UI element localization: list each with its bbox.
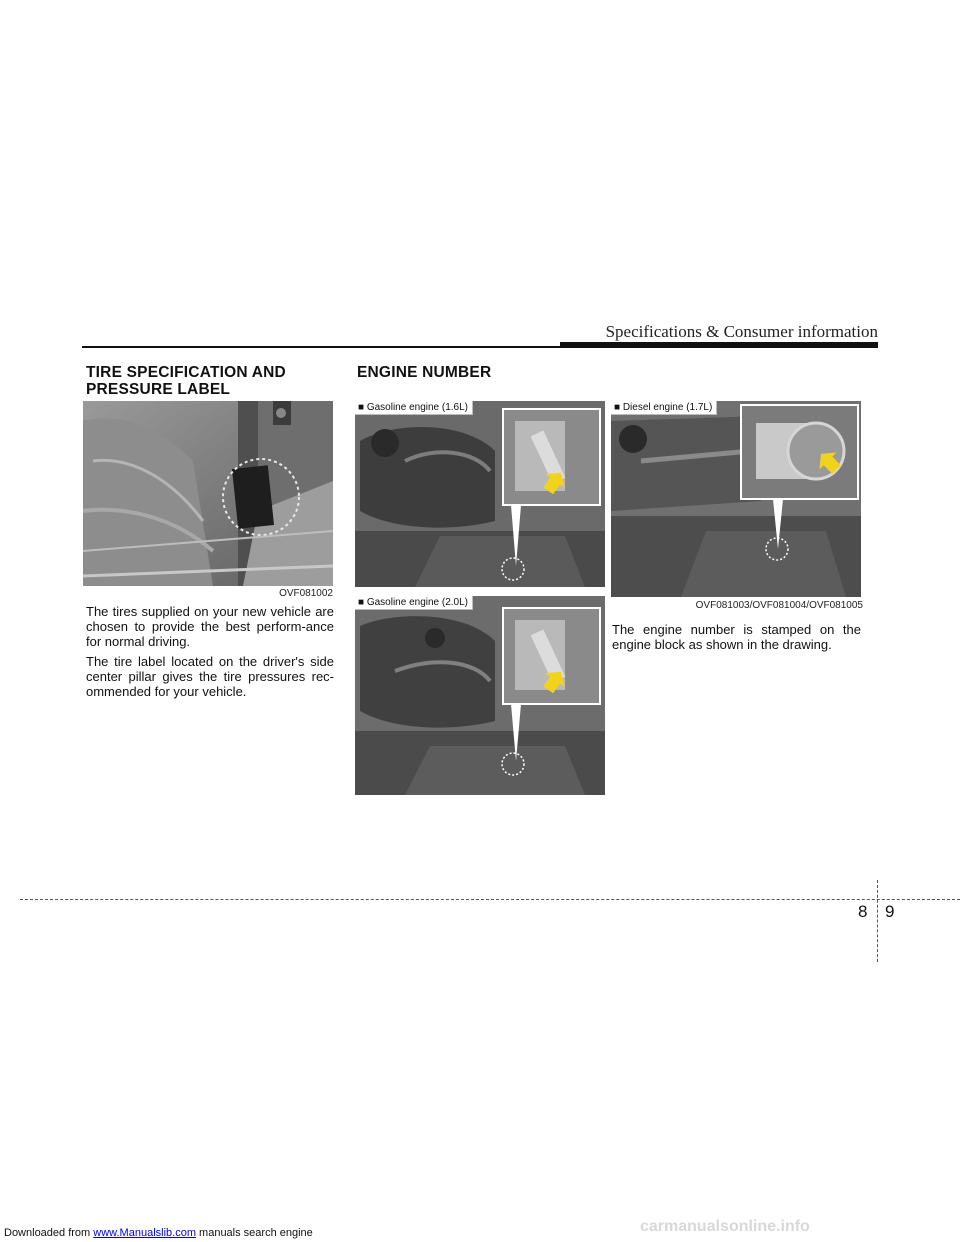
door-pillar-illustration xyxy=(83,401,333,586)
diesel-17-engine-illustration xyxy=(611,401,861,597)
chapter-header-title: Specifications & Consumer information xyxy=(605,322,878,341)
header-band xyxy=(560,342,878,348)
gasoline-20-engine-photo xyxy=(355,596,605,795)
tire-section-title xyxy=(86,364,286,398)
diesel-17-engine-photo xyxy=(611,401,861,597)
watermark: carmanualsonline.info xyxy=(640,1218,810,1235)
chapter-number: 8 xyxy=(858,902,868,921)
diesel-17-label: ■ Diesel engine (1.7L) xyxy=(611,401,717,415)
tire-image-code: OVF081002 xyxy=(279,588,333,599)
gasoline-16-engine-illustration xyxy=(355,401,605,587)
engine-body-text xyxy=(612,622,861,657)
tire-body-text xyxy=(86,604,334,704)
footer-dashed-rule xyxy=(20,899,960,900)
page-number: 9 xyxy=(885,902,895,921)
footer-prefix: Downloaded from xyxy=(4,1227,94,1239)
tire-paragraph-1: The tires supplied on your new vehicle are chosen to provide the best perform-ance for normal driving. xyxy=(86,604,334,649)
tire-title-line2: PRESSURE LABEL xyxy=(86,381,231,398)
footer-suffix: manuals search engine xyxy=(195,1227,313,1239)
engine-image-codes: OVF081003/OVF081004/OVF081005 xyxy=(695,600,863,611)
tire-title-line1: TIRE SPECIFICATION AND xyxy=(86,364,286,381)
tire-label-photo xyxy=(83,401,333,586)
gasoline-16-engine-photo xyxy=(355,401,605,587)
tire-paragraph-2: The tire label located on the driver's side center pillar gives the tire pressures rec-ommended for your vehicle. xyxy=(86,654,334,699)
manualslib-link[interactable]: www.Manualslib.com xyxy=(93,1227,196,1239)
download-footer xyxy=(4,1227,313,1239)
gasoline-20-label: ■ Gasoline engine (2.0L) xyxy=(355,596,473,610)
engine-section-title: ENGINE NUMBER xyxy=(357,364,492,381)
gasoline-20-engine-illustration xyxy=(355,596,605,795)
gasoline-16-label: ■ Gasoline engine (1.6L) xyxy=(355,401,473,415)
page-number-divider xyxy=(877,880,878,962)
engine-paragraph: The engine number is stamped on the engine block as shown in the drawing. xyxy=(612,622,861,652)
